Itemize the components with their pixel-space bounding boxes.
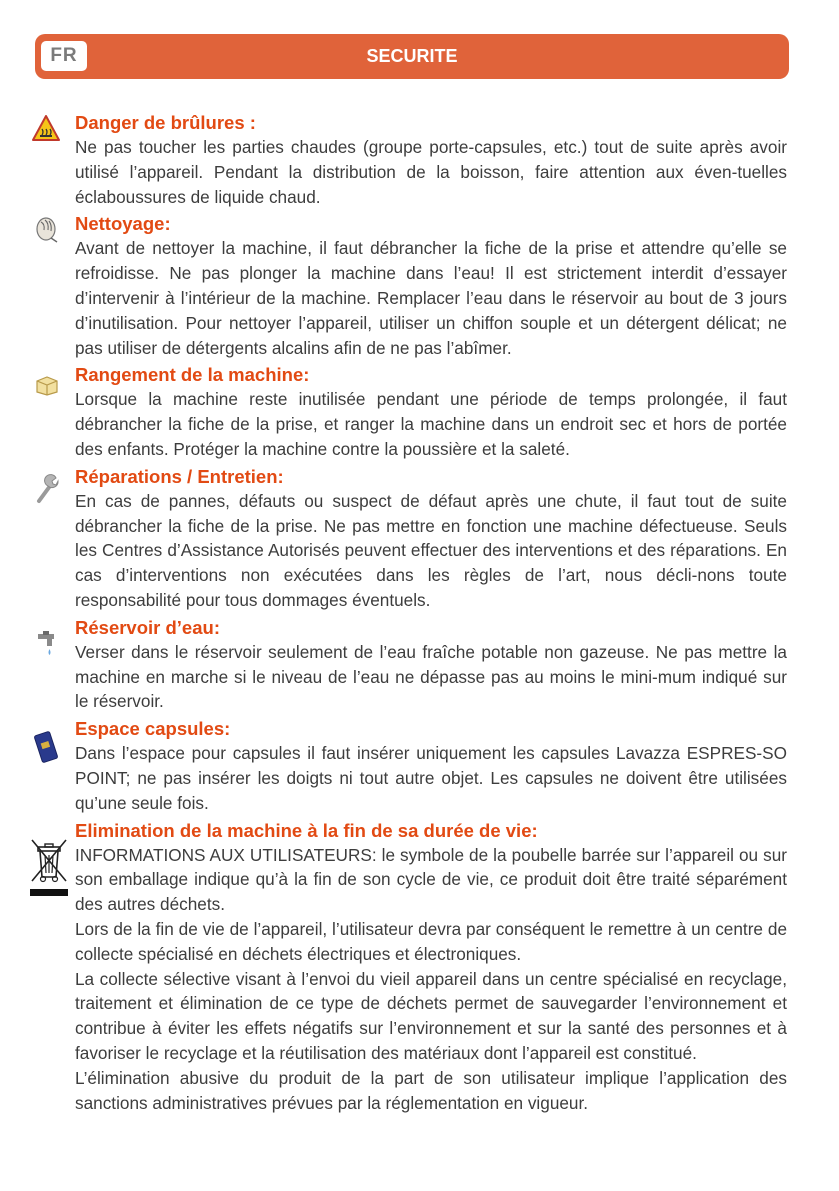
section-text: Lors de la fin de vie de l’appareil, l’utilisateur devra par conséquent le remettre à un centre de collecte spécialisé en déchets électriques et électroniques. xyxy=(75,918,787,964)
section-text: Verser dans le réservoir seulement de l’eau fraîche potable non gazeuse. Ne pas mettre la machine en marche si le niveau de l’eau ne dépasse pas au moins le mini-mum indiqué sur le réservoir. xyxy=(75,641,787,712)
section-header-bar xyxy=(35,34,789,79)
section-title: Espace capsules: xyxy=(75,718,231,740)
storage-box-icon xyxy=(34,374,60,396)
section-storage xyxy=(75,362,787,461)
capsule-icon xyxy=(32,730,60,764)
section-text: Avant de nettoyer la machine, il faut débrancher la fiche de la prise et attendre qu’elle se refroidisse. Ne pas plonger la machine dans l’eau! Il est strictement interdit d’essayer d’intervenir à l’intérieur de la machine. Remplacer l’eau dans le réservoir au bout de 3 jours d’inutilisation. Pour nettoyer l’appareil, utiliser un chiffon souple et un détergent délicat; ne pas utiliser de détergents alcalins afin de ne pas l’abîmer. xyxy=(75,238,787,358)
section-title: Réparations / Entretien: xyxy=(75,465,284,487)
section-title: Elimination de la machine à la fin de sa durée de vie: xyxy=(75,819,538,841)
crossed-bin-icon xyxy=(28,837,70,901)
section-text: La collecte sélective visant à l’envoi du vieil appareil dans un centre spécialisé en recyclage, traitement et élimination de ce type de déchets permet de sauvegarder l’environnement et contribue à éviter les effets négatifs sur l’environnement et sur la santé des personnes et à favoriser le recyclage et la réutilisation des matériaux dont l’appareil est constitué. xyxy=(75,968,787,1063)
language-badge: FR xyxy=(41,41,87,71)
water-tap-icon xyxy=(34,630,58,660)
wrench-icon xyxy=(34,474,60,504)
section-title: Danger de brûlures : xyxy=(75,112,256,133)
warning-hot-icon xyxy=(31,114,61,142)
section-capsules xyxy=(75,716,787,815)
section-cleaning xyxy=(75,211,787,360)
cleaning-hand-icon xyxy=(33,214,61,244)
page-title: SECURITE xyxy=(366,46,458,66)
section-text: En cas de pannes, défauts ou suspect de défaut après une chute, il faut tout de suite débrancher la fiche de la prise. Ne pas mettre en fonction une machine défectueuse. Seuls les Centres d’Assistance Autorisés peuvent effectuer des interventions et des réparations. En cas d’interventions non exécutées dans les règles de l’art, nous décli-nons toute responsabilité pour tous dommages éventuels. xyxy=(75,490,787,610)
section-text: Dans l’espace pour capsules il faut insérer uniquement les capsules Lavazza ESPRES-SO POINT; ne pas insérer les doigts ni tout autre objet. Les capsules ne doivent être utilisées qu’une seule fois. xyxy=(75,743,787,813)
section-burn-danger xyxy=(75,110,787,209)
section-text: Ne pas toucher les parties chaudes (groupe porte-capsules, etc.) tout de suite après avoir utilisé l’appareil. Pendant la distribution de la boisson, faire attention aux éven-tuelles éclaboussures de liquide chaud. xyxy=(75,137,787,207)
section-repairs xyxy=(75,464,787,613)
section-title: Réservoir d’eau: xyxy=(75,616,220,638)
section-text: L’élimination abusive du produit de la part de son utilisateur implique l’application des sanctions administratives prévues par la réglementation en vigueur. xyxy=(75,1067,787,1113)
section-title: Nettoyage: xyxy=(75,213,171,235)
safety-content xyxy=(75,110,787,1115)
section-text: INFORMATIONS AUX UTILISATEURS: le symbole de la poubelle barrée sur l’appareil ou sur son emballage indique qu’à la fin de son cycle de vie, ce produit doit être traité séparément des autres déchets. xyxy=(75,844,787,915)
section-disposal xyxy=(75,818,787,1116)
section-text: Lorsque la machine reste inutilisée pendant une période de temps prolongée, il faut débrancher la fiche de la prise, et ranger la machine dans un endroit sec et hors de portée des enfants. Protéger la machine contre la poussière et la saleté. xyxy=(75,389,787,459)
section-title: Rangement de la machine: xyxy=(75,364,310,386)
section-water-tank xyxy=(75,615,787,714)
